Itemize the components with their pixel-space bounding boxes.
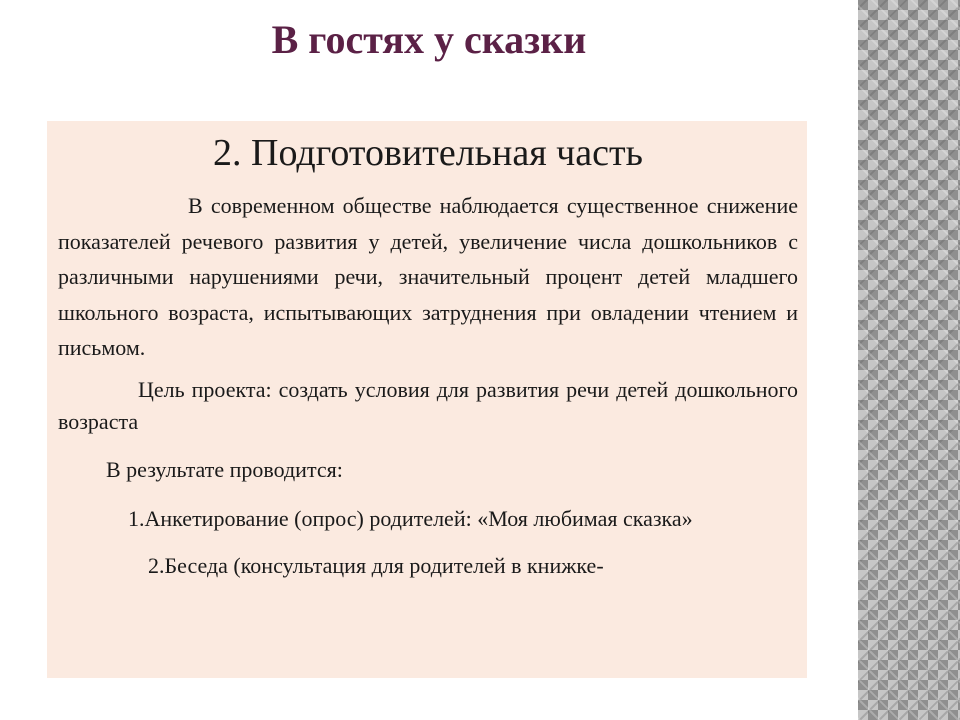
slide-title: В гостях у сказки bbox=[271, 17, 587, 62]
content-text bbox=[58, 130, 798, 581]
paragraph-goal: Цель проекта: создать условия для развития речи детей дошкольного возраста bbox=[58, 376, 798, 434]
section-heading: 2. Подготовительная часть bbox=[213, 132, 643, 174]
list-item-survey: 1.Анкетирование (опрос) родителей: «Моя любимая сказка» bbox=[128, 506, 693, 531]
paragraph-result-intro: В результате проводится: bbox=[106, 456, 343, 482]
decorative-side-pattern bbox=[858, 0, 960, 720]
list-item-conversation: 2.Беседа (консультация для родителей в книжке- bbox=[148, 553, 604, 578]
paragraph-intro: В современном обществе наблюдается существенное снижение показателей речевого развития у детей, увеличение числа дошкольников с различными нарушениями речи, значительный процент детей младшего школьного возраста, испытывающих затруднения при овладении чтением и письмом. bbox=[58, 193, 798, 360]
